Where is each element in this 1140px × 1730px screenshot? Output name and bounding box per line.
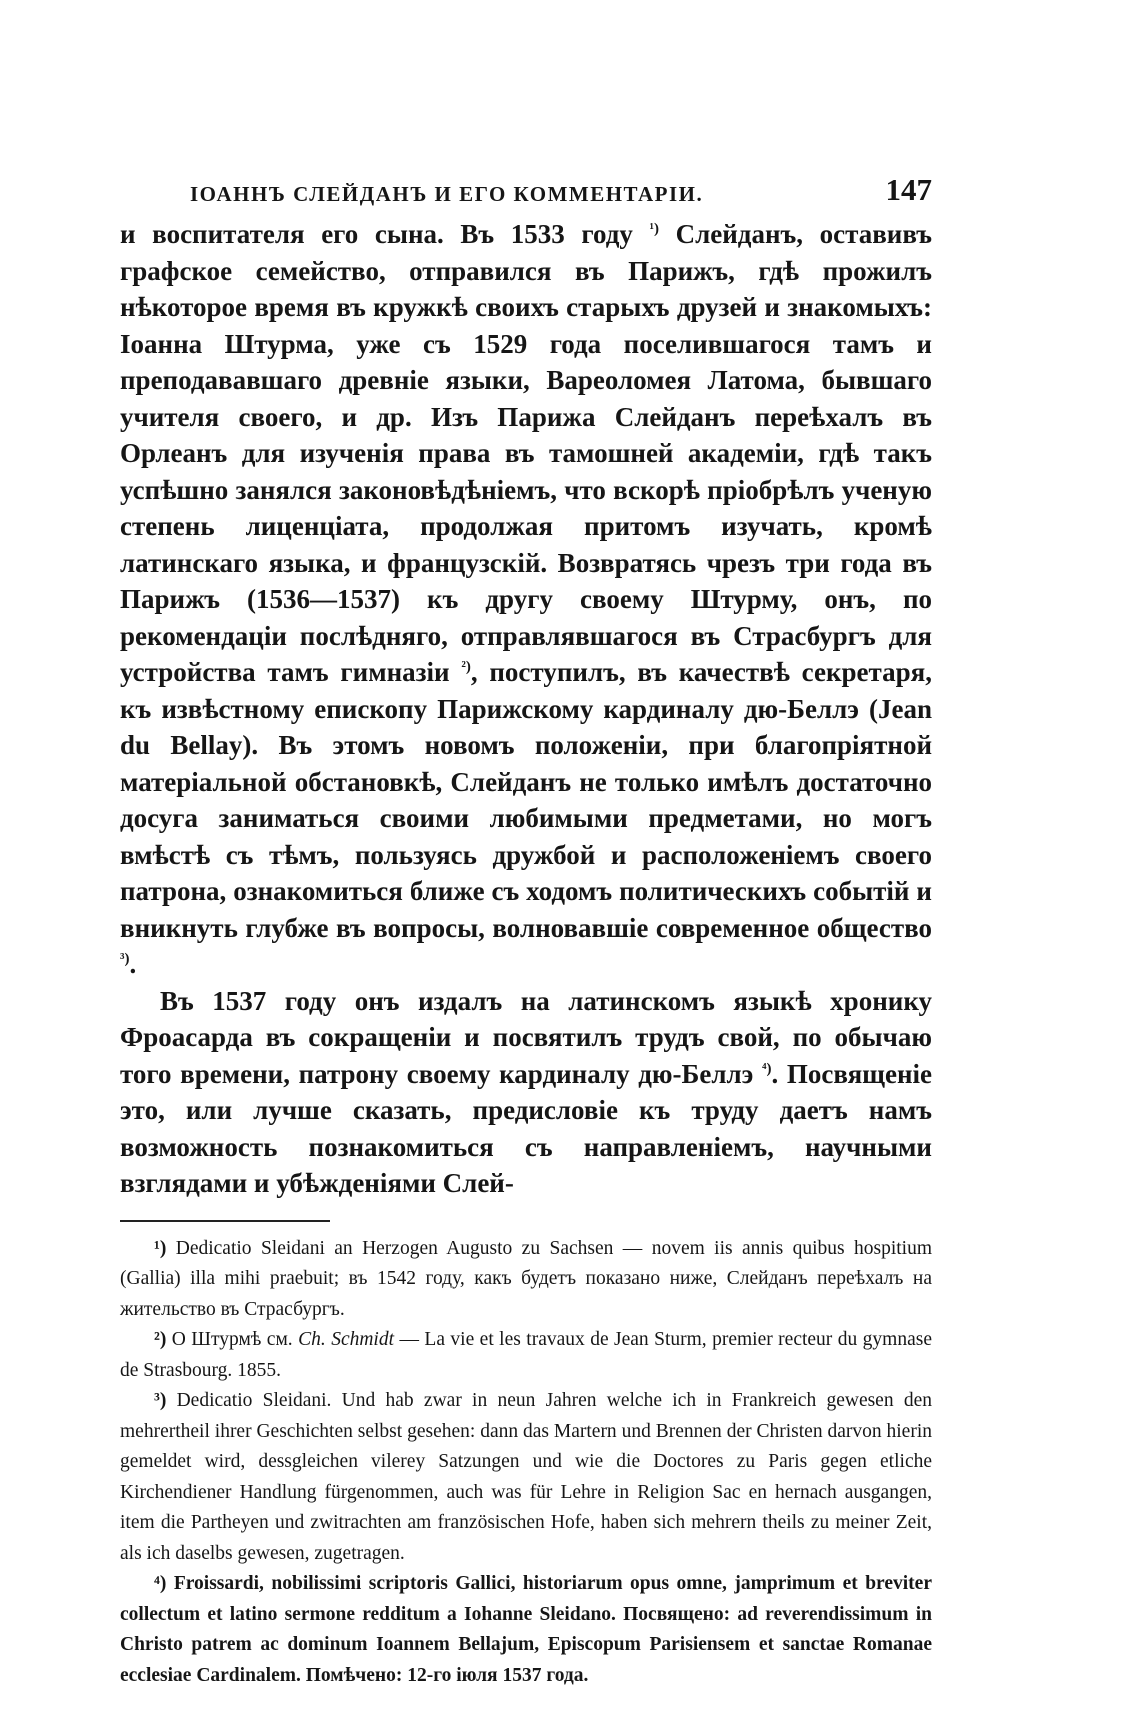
page-header [120,168,932,208]
footnotes [120,1234,932,1692]
footnote-1 [120,1234,932,1326]
footnote-4-text-a: Froissardi, nobilissimi scriptoris Gallici, historiarum opus omne, jamprimum et breviter collectum et latino sermone redditum a Iohanne Sleidano. [120,1573,932,1625]
footnote-3-marker: ³) [154,1390,167,1411]
footnote-2-marker: ²) [154,1329,167,1350]
paragraph-1-part-b: Слейданъ, оставивъ графское семейство, отправился въ Парижъ, гдѣ прожилъ нѣкоторое время въ кружкѣ своихъ старыхъ друзей и знакомыхъ: Іоанна Штурма, уже съ 1529 года поселившагося тамъ и преподававшаго древніе языки, Вареоломея Латома, бывшаго учителя своего, и др. Изъ Парижа Слейданъ переѣхалъ въ Орлеанъ для изученія права въ тамошней академіи, гдѣ такъ успѣшно занялся законовѣдѣніемъ, что вскорѣ пріобрѣлъ ученую степень лиценціата, продолжая притомъ изучать, кромѣ латинскаго языка, и французскій. Возвратясь чрезъ три года въ Парижъ (1536—1537) къ другу своему Штурму, онъ, по рекомендаціи послѣдняго, отправлявшагося въ Страсбургъ для устройства тамъ гимназіи [120,219,932,687]
paragraph-2 [120,983,932,1202]
footnote-ref-3: ³) [120,951,130,967]
footnote-4-text-b: Посвящено: ad reverendissimum in Christo patrem ac dominum Ioannem Bellajum, Episcopum Parisiensem et sanctae Romanae ecclesiae Cardinalem. Помѣчено: 12-го іюля 1537 года. [120,1603,932,1686]
paragraph-2-part-a: Въ 1537 году онъ издалъ на латинскомъ языкѣ хронику Фроасарда въ сокращеніи и посвятилъ трудъ свой, по обычаю того времени, патрону своему кардиналу дю-Беллэ [120,985,932,1089]
footnote-1-text: Dedicatio Sleidani an Herzogen Augusto zu Sachsen — novem iis annis quibus hospitium (Gallia) illa mihi praebuit; въ 1542 году, какъ будетъ показано ниже, Слейданъ переѣхалъ на жительство въ Страсбургъ. [120,1237,932,1320]
paragraph-1-part-a: и воспитателя его сына. Въ 1533 году [120,219,650,249]
footnote-4 [120,1569,932,1691]
footnote-3 [120,1386,932,1569]
paragraph-1 [120,216,932,983]
footnote-ref-2: ²) [461,659,471,675]
footnote-2-text-a: О Штурмѣ см. [166,1329,299,1350]
paragraph-1-part-c: , поступилъ, въ качествѣ секретаря, къ извѣстному епископу Парижскому кардиналу дю-Беллэ (Jean du Bellay). Въ этомъ новомъ положеніи, при благопріятной матеріальной обстановкѣ, Слейданъ не только имѣлъ достаточно досуга заниматься своими любимыми предметами, но могъ вмѣстѣ съ тѣмъ, пользуясь дружбой и расположеніемъ своего патрона, ознакомиться ближе съ ходомъ политическихъ событій и вникнуть глубже въ вопросы, волновавшіе современное общество [120,657,932,943]
page-number: 147 [885,172,932,207]
footnote-3-text: Dedicatio Sleidani. Und hab zwar in neun Jahren welche ich in Frankreich gewesen den mehrertheil ihrer Geschichten selbst gesehen: dann das Martern und Brennen der Christen darvon hierin gemeldet wird, dessgleichen vilerey Satzungen und wie die Doctores zu Paris gegen etliche Kirchendiener Handlung fürgenommen, auch was für Lehre in Religion Sac en hernach ausgangen, item die Partheyen und zwitrachten am französischen Hofe, haben sich mehrern theils zu meiner Zeit, als ich daselbs gewesen, zugetragen. [120,1390,932,1564]
footnote-4-marker: ⁴) [154,1573,167,1594]
paragraph-2-part-b: . Посвященіе это, или лучше сказать, предисловіе къ труду даетъ намъ возможность познакомиться съ направленіемъ, научными взглядами и убѣжденіями Слей- [120,1058,932,1198]
footnote-ref-4: ⁴) [761,1060,772,1077]
footnote-2 [120,1325,932,1386]
footnote-1-marker: ¹) [154,1237,167,1259]
book-page [120,168,932,1691]
running-title: ІОАННЪ СЛЕЙДАНЪ И ЕГО КОММЕНТАРІИ. [190,182,704,206]
footnote-2-text-b: — La vie et les travaux de Jean Sturm, premier recteur du gymnase de Strasbourg. 1855. [120,1329,932,1381]
footnote-2-author: Ch. Schmidt [298,1329,395,1350]
footnote-divider [120,1220,330,1222]
main-text [120,216,932,1202]
footnote-ref-1: ¹) [649,221,659,237]
paragraph-1-part-d: . [129,949,137,979]
